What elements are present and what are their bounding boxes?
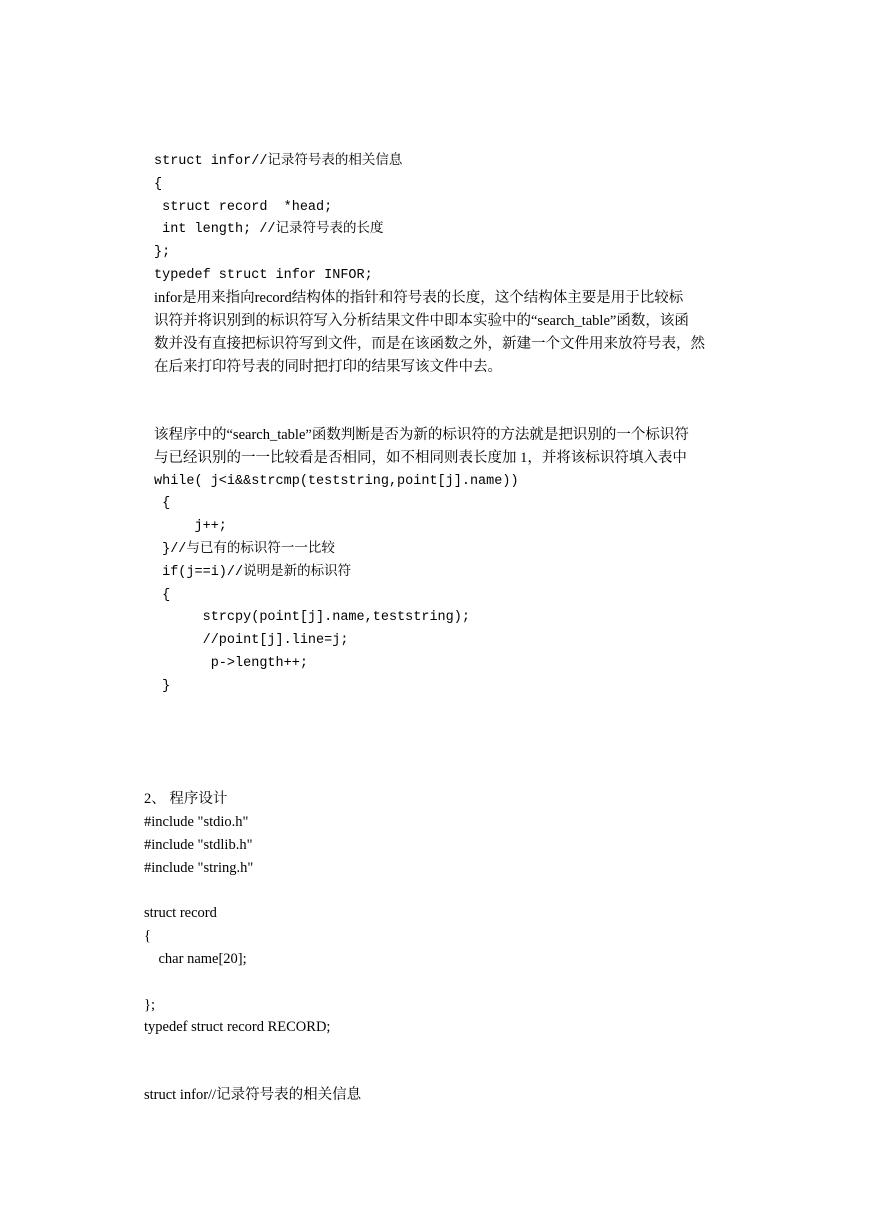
code-line: j++; — [154, 519, 227, 534]
paragraph-line: 识符并将识别到的标识符写入分析结果文件中即本实验中的“search_table”函数，该函 — [154, 313, 689, 329]
code-line: p->length++; — [154, 656, 308, 671]
code-line: }; — [144, 997, 155, 1013]
code-line: int length; //记录符号表的长度 — [154, 222, 384, 237]
paragraph-line: 该程序中的“search_table”函数判断是否为新的标识符的方法就是把识别的一个标识符 — [154, 427, 689, 443]
code-line: while( j<i&&strcmp(teststring,point[j].name)) — [154, 474, 519, 489]
code-line: char name[20]; — [144, 951, 247, 967]
code-line: struct record — [144, 905, 217, 921]
code-line: struct infor//记录符号表的相关信息 — [144, 1087, 362, 1103]
code-line: typedef struct record RECORD; — [144, 1019, 331, 1035]
code-line: }; — [154, 245, 171, 260]
code-line: if(j==i)//说明是新的标识符 — [154, 565, 352, 580]
code-line: } — [154, 679, 171, 694]
code-line: struct record *head; — [154, 200, 333, 215]
code-line: }//与已有的标识符一一比较 — [154, 542, 335, 557]
paragraph-line: infor是用来指向record结构体的指针和符号表的长度，这个结构体主要是用于比较标 — [154, 290, 684, 306]
code-line: { — [154, 496, 171, 511]
code-line: struct infor//记录符号表的相关信息 — [154, 154, 403, 169]
section-heading: 2、 程序设计 — [144, 791, 228, 807]
paragraph-line: 数并没有直接把标识符写到文件，而是在该函数之外，新建一个文件用来放符号表，然 — [154, 336, 705, 352]
code-line: #include "string.h" — [144, 860, 254, 876]
code-line: strcpy(point[j].name,teststring); — [154, 610, 470, 625]
code-line: { — [154, 588, 171, 603]
code-line: #include "stdio.h" — [144, 814, 249, 830]
paragraph-line: 与已经识别的一一比较看是否相同，如不相同则表长度加 1，并将该标识符填入表中 — [154, 450, 687, 466]
code-line: //point[j].line=j; — [154, 633, 349, 648]
code-line: { — [154, 177, 163, 192]
code-line: { — [144, 928, 151, 944]
paragraph-line: 在后来打印符号表的同时把打印的结果写该文件中去。 — [154, 359, 502, 375]
code-line: typedef struct infor INFOR; — [154, 268, 373, 283]
code-line: #include "stdlib.h" — [144, 837, 253, 853]
